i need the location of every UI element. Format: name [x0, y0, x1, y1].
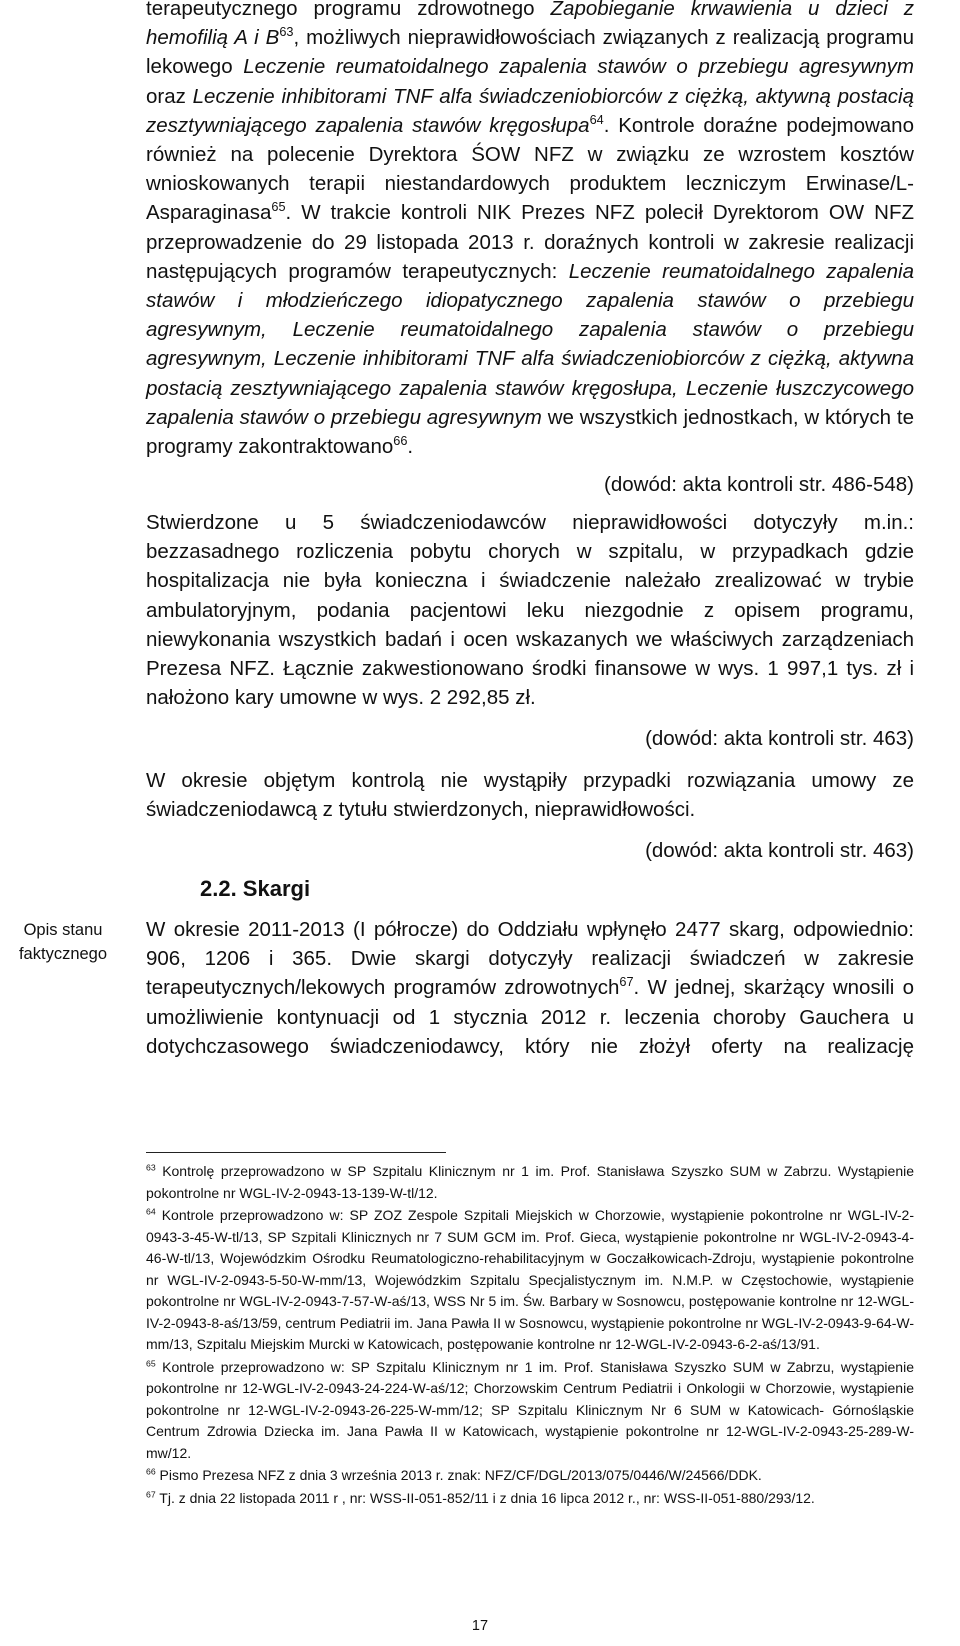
text-run: Stwierdzone u 5 świadczeniodawców nieprawidłowości dotyczyły m.in.: bezzasadnego rozliczenia pobytu chorych w szpitalu, w przypadkach gdzie hospitalizacja nie była konieczna i świadczenie należało zrealizować w trybie ambulatoryjnym, podania pacjentowi leku niezgodnie z opisem programu, niewykonania wszystkich badań i ocen wskazanych we właściwych zarządzeniach Prezesa NFZ. Łącznie zakwestionowano środki finansowe w wys. 1 997,1 tys. zł i nałożono kary umowne w wys. 2 292,85 zł.	[146, 511, 914, 710]
paragraph-complaints	[146, 915, 914, 1061]
footnotes	[146, 1161, 914, 1510]
footnote-text: Tj. z dnia 22 listopada 2011 r , nr: WSS-II-051-852/11 i z dnia 16 lipca 2012 r., nr: WSS-II-051-880/293/12.	[159, 1489, 815, 1506]
text-run: . W trakcie kontroli NIK Prezes NFZ polecił Dyrektorom OW NFZ przeprowadzenie do 29 listopada 2013 r. doraźnych kontroli w zakresie realizacji następujących programów terapeutycznych:	[146, 201, 914, 283]
text-run: , możliwych nieprawidłowościach związanych z realizacją programu lekowego	[146, 26, 915, 79]
footnote	[146, 1205, 914, 1356]
italic-run: Leczenie reumatoidalnego zapalenia stawów o przebiegu agresywnym	[243, 55, 915, 79]
paragraph-text	[146, 508, 914, 712]
evidence-reference: (dowód: akta kontroli str. 486-548)	[604, 473, 914, 496]
footnote	[146, 1161, 914, 1204]
footnote-text: Kontrole przeprowadzono w: SP ZOZ Zespole Szpitali Miejskich w Chorzowie, wystąpienie pokontrolne nr WGL-IV-2-0943-3-45-W-tl/13, SP Szpitali Klinicznych nr 7 SUM GCM im. Prof. Gieca, wystąpienie pokontrolne nr WGL-IV-2-0943-4-46-W-tl/13, Wojewódzkim Ośrodku Reumatologiczno-rehabilitacyjnym w Goczałkowicach-Zdroju, wystąpienie pokontrolne nr WGL-IV-2-0943-5-50-W-mm/13, Wojewódzkim Szpitalu Specjalistycznym im. N.M.P. w Częstochowie, wystąpienie pokontrolne nr WGL-IV-2-0943-7-57-W-aś/13, WSS Nr 5 im. Św. Barbary w Sosnowcu, postępowanie kontrolne nr 12-WGL-IV-2-0943-8-aś/13/59, centrum Pediatrii im. Jana Pawła II w Sosnowcu, wystąpienie pokontrolne nr WGL-IV-2-0943-9-64-W-mm/13, Szpitalu Miejskim Murcki w Katowicach, postępowanie kontrolne nr 12-WGL-IV-2-0943-6-2-aś/13/91.	[146, 1207, 914, 1352]
footnote-text: Pismo Prezesa NFZ z dnia 3 września 2013 r. znak: NFZ/CF/DGL/2013/075/0446/W/24566/DDK.	[159, 1467, 762, 1483]
footnote-number: 66	[146, 1466, 156, 1477]
footnote	[146, 1488, 914, 1510]
footnote-number: 65	[146, 1357, 156, 1368]
text-run: we wszystkich jednostkach, w których te programy zakontraktowano	[146, 405, 914, 459]
section-heading: 2.2. Skargi	[200, 876, 311, 901]
footnote	[146, 1357, 914, 1465]
italic-run: Leczenie reumatoidalnego zapalenia stawów i młodzieńczego idiopatycznego zapalenia stawów o przebiegu agresywnym, Leczenie reumatoidalnego zapalenia stawów o przebiegu agresywnym, Leczenie inhibitorami TNF alfa świadczeniobiorców z ciężką, aktywna postacią zesztywniającego zapalenia stawów kręgosłupa, Leczenie łuszczycowego zapalenia stawów o przebiegu agresywnym	[146, 259, 915, 429]
text-run: W okresie objętym kontrolą nie wystąpiły przypadki rozwiązania umowy ze świadczeniodawcą z tytułu stwierdzonych, nieprawidłowości.	[146, 769, 914, 822]
margin-label: Opis stanu faktycznego	[18, 921, 108, 963]
paragraph-text	[146, 0, 914, 461]
paragraph-text	[146, 766, 914, 824]
text-run: .	[407, 435, 414, 459]
footnote-number: 63	[146, 1162, 156, 1173]
footnote	[146, 1465, 914, 1487]
paragraph-text	[146, 915, 914, 1061]
paragraph-irregularities	[146, 508, 914, 712]
text-run: . W jednej, skarżący wnosili o umożliwienie kontynuacji od 1 stycznia 2012 r. leczenia choroby Gauchera u dotychczasowego świadczeniodawcy, który nie złożył oferty na realizację	[146, 976, 914, 1058]
footnote-text: Kontrolę przeprowadzono w SP Szpitalu Klinicznym nr 1 im. Prof. Stanisława Szyszko SUM w Zabrzu. Wystąpienie pokontrolne nr WGL-IV-2-0943-13-139-W-tl/12.	[146, 1163, 914, 1201]
paragraph-contract-termination	[146, 766, 914, 824]
text-run: oraz	[146, 84, 193, 108]
italic-run: Zapobieganie krwawienia u dzieci z hemofilią A i B	[146, 0, 914, 50]
footnote-ref: 64	[589, 111, 604, 127]
footnote-ref: 67	[619, 974, 634, 990]
italic-run: Leczenie inhibitorami TNF alfa świadczeniobiorców z ciężką, aktywną postacią zesztywniającego zapalenia stawów kręgosłupa	[146, 84, 914, 137]
text-run: W okresie 2011-2013 (I półrocze) do Oddziału wpłynęło 2477 skarg, odpowiednio: 906, 1206 i 365. Dwie skargi dotyczyły realizacji świadczeń w zakresie terapeutycznych/lekowych programów zdrowotnych	[146, 918, 914, 1000]
footnote-separator	[146, 1152, 446, 1153]
evidence-reference: (dowód: akta kontroli str. 463)	[645, 839, 914, 862]
text-run: terapeutycznego programu zdrowotnego	[146, 0, 551, 20]
footnote-ref: 63	[279, 24, 294, 40]
footnote-number: 67	[146, 1488, 156, 1499]
footnote-text: Kontrole przeprowadzono w: SP Szpitalu Klinicznym nr 1 im. Prof. Stanisława Szyszko SUM w Zabrzu, wystąpienie pokontrolne nr 12-WGL-IV-2-0943-24-224-W-aś/12; Chorzowskim Centrum Pediatrii i Onkologii w Chorzowie, wystąpienie pokontrolne nr 12-WGL-IV-2-0943-26-225-W-mm/12; SP Szpitalu Klinicznym Nr 6 SUM w Katowicach- Górnośląskie Centrum Zdrowia Dziecka im. Jana Pawła II w Katowicach, wystąpienie pokontrolne nr 12-WGL-IV-2-0943-25-289-W-mw/12.	[146, 1358, 914, 1461]
footnote-ref: 66	[393, 433, 408, 449]
paragraph-program-controls	[146, 0, 914, 461]
footnote-number: 64	[146, 1206, 156, 1217]
text-run: . Kontrole doraźne podejmowano również na polecenie Dyrektora ŚOW NFZ w związku ze wzrostem kosztów wnioskowanych terapii niestandardowych produktem leczniczym Erwinase/L-Asparaginasa	[146, 113, 914, 225]
evidence-reference: (dowód: akta kontroli str. 463)	[645, 727, 914, 750]
page-number: 17	[471, 1618, 489, 1634]
footnote-ref: 65	[271, 199, 286, 215]
